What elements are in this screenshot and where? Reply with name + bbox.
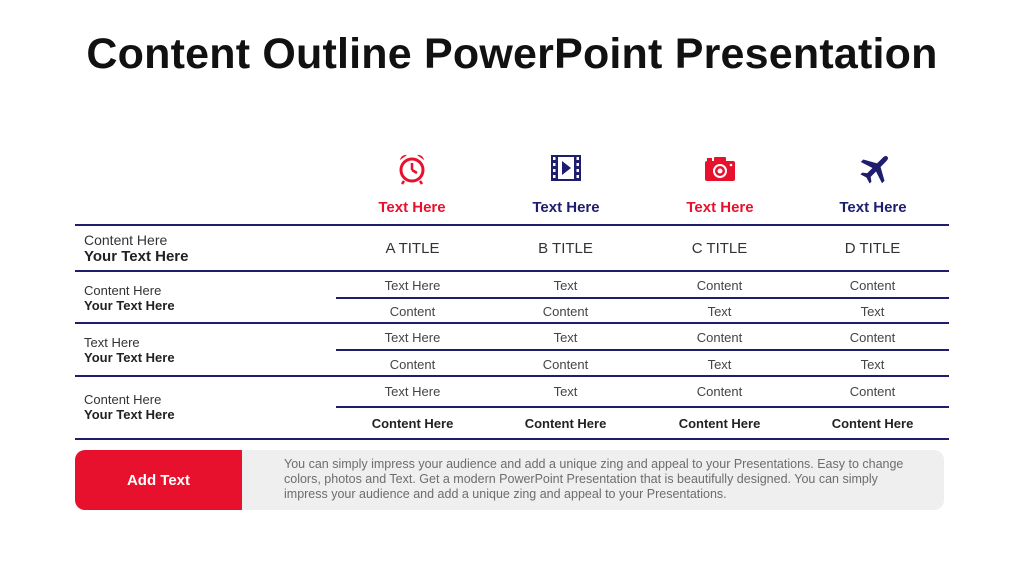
table-cell: Content Here [678, 416, 761, 431]
column-a-title: A TITLE [385, 240, 440, 257]
column-a-label: Text Here [378, 199, 446, 216]
table-subrule [336, 349, 949, 351]
table-cell: Content [696, 278, 743, 293]
row-label [84, 392, 324, 422]
table-cell: Content [696, 384, 743, 399]
table-cell: Content [849, 330, 896, 345]
row-label [84, 283, 324, 313]
slide-title: Content Outline PowerPoint Presentation [86, 30, 938, 78]
column-b-label: Text Here [532, 199, 600, 216]
camera-icon [700, 148, 740, 188]
row-label-line1: Content Here [84, 283, 162, 298]
table-cell: Text [707, 304, 732, 319]
add-text-button[interactable]: Add Text [75, 450, 242, 510]
table-cell: Content [696, 330, 743, 345]
table-cell: Text [553, 330, 578, 345]
table-cell: Text [553, 384, 578, 399]
column-d-label: Text Here [839, 199, 907, 216]
footer-description: You can simply impress your audience and add a unique zing and appeal to your Presentations. Easy to change colors, photos and Text. Get a modern PowerPoint Presentation that is beautifully designed. You can simply impress your audience and add a unique zing and appeal to your Presentations. [284, 457, 904, 501]
table-cell: Text [860, 304, 885, 319]
row-label-line1: Text Here [84, 335, 140, 350]
airplane-icon [856, 148, 896, 188]
row-label-line1: Content Here [84, 232, 168, 248]
table-cell: Text Here [384, 330, 441, 345]
table-rule-top [75, 224, 949, 226]
alarm-clock-icon [392, 148, 432, 188]
column-b-title: B TITLE [538, 240, 593, 257]
table-cell: Text [860, 357, 885, 372]
column-c-title: C TITLE [691, 240, 748, 257]
table-rule [75, 270, 949, 272]
row-label-line2: Your Text Here [84, 298, 175, 313]
table-subrule [336, 297, 949, 299]
table-cell: Text Here [384, 384, 441, 399]
table-cell: Content [542, 357, 589, 372]
table-cell: Text [707, 357, 732, 372]
table-cell: Content [389, 304, 436, 319]
table-cell: Content Here [524, 416, 607, 431]
table-cell: Text Here [384, 278, 441, 293]
table-cell: Content [849, 278, 896, 293]
table-cell: Content [542, 304, 589, 319]
row-label-line2: Your Text Here [84, 350, 175, 365]
table-cell: Content Here [371, 416, 454, 431]
row-label [84, 335, 324, 365]
table-cell: Content [849, 384, 896, 399]
column-c-label: Text Here [686, 199, 754, 216]
table-cell: Content Here [831, 416, 914, 431]
column-d-title: D TITLE [844, 240, 901, 257]
video-play-icon [546, 148, 586, 188]
table-subrule [336, 406, 949, 408]
table-rule [75, 322, 949, 324]
table-cell: Text [553, 278, 578, 293]
row-label [84, 232, 324, 265]
table-rule-bottom [75, 438, 949, 440]
table-cell: Content [389, 357, 436, 372]
row-label-line2: Your Text Here [84, 407, 175, 422]
table-rule [75, 375, 949, 377]
row-label-line1: Content Here [84, 392, 162, 407]
row-label-line2: Your Text Here [84, 248, 189, 265]
